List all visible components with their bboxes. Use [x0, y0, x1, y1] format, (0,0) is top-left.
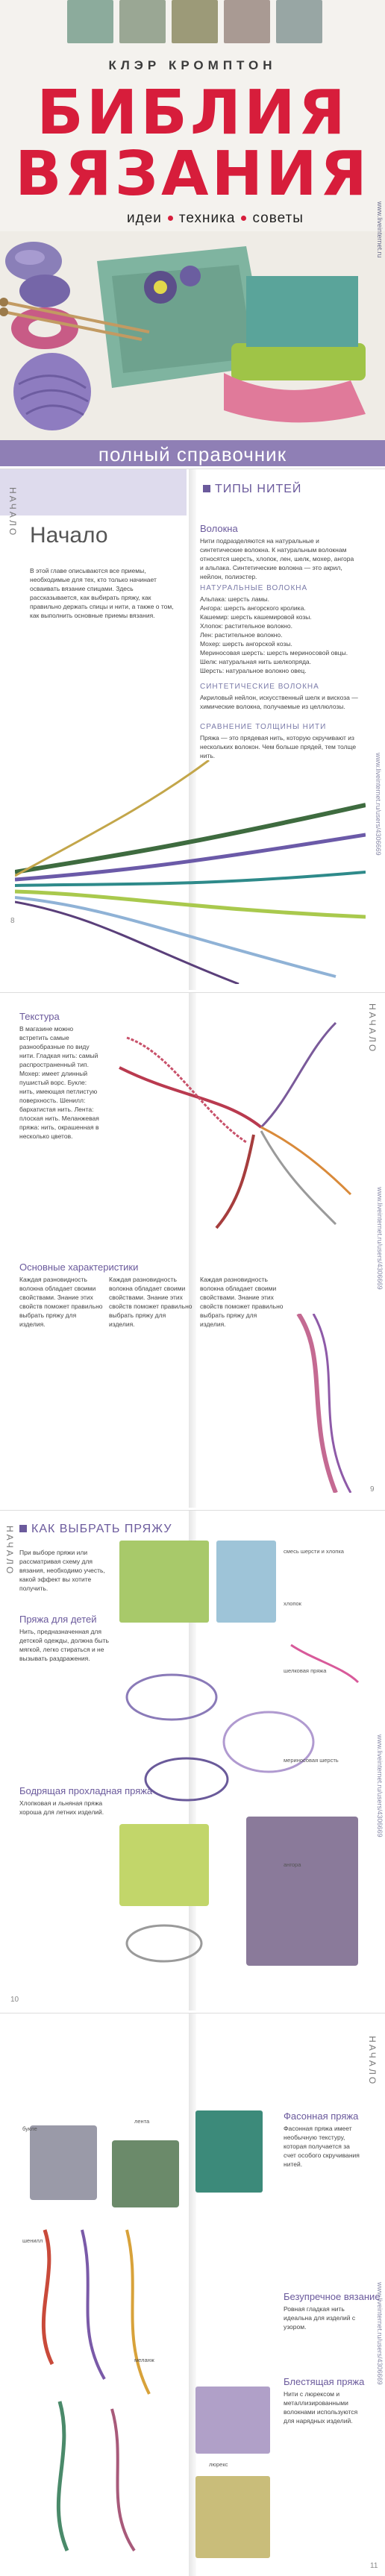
side-tab: НАЧАЛО — [7, 487, 18, 538]
subheading-fibers: Волокна — [200, 523, 238, 534]
watermark-link: www.liveinternet.ru/users/4306669 — [375, 753, 382, 856]
page-number: 10 — [10, 1996, 19, 2004]
knit-swatch — [119, 0, 166, 43]
watermark-link: www.liveinternet.ru/users/4306669 — [376, 2282, 384, 2385]
author-name: КЛЭР КРОМПТОН — [108, 58, 277, 72]
heading-glitter: Блестящая пряжа — [284, 2376, 365, 2387]
caption: букле — [22, 2125, 37, 2132]
tagline-word: советы — [252, 210, 304, 226]
tagline-word: техника — [178, 210, 236, 226]
book-title-line1: БИБЛИЯ — [37, 78, 348, 148]
natural-fiber-item: Альпака: шерсть ламы. — [200, 595, 269, 603]
caption: меланж — [134, 2357, 154, 2363]
spread-fancy-yarn — [0, 2013, 385, 2576]
textured-yarns-illustration — [112, 1008, 358, 1232]
caption: мериносовая шерсть — [284, 1757, 339, 1764]
caption: ангора — [284, 1861, 301, 1868]
tagline — [127, 210, 304, 227]
fibers-text: Нити подразделяются на натуральные и синтетические волокна. К натуральным волокнам относятся шерсть, хлопок, лен, шелк, мохер, ангора и альпака. Синтетические волокна — это акрил, нейлон, полиэстер. — [200, 537, 354, 580]
knit-swatch — [216, 1541, 276, 1623]
heading-fancy: Фасонная пряжа — [284, 2110, 359, 2122]
heading-texture: Текстура — [19, 1011, 60, 1022]
knit-swatch — [276, 0, 322, 43]
thickness-text: Пряжа — это прядевая нить, которую скручивают из нескольких волокон. Чем больше прядей, тем толще нить. — [200, 734, 357, 759]
natural-fiber-item: Шелк: натуральная нить шелкопряда. — [200, 658, 312, 665]
heading-synthetic: СИНТЕТИЧЕСКИЕ ВОЛОКНА — [200, 683, 319, 691]
heading-wool: Безупречное вязание — [284, 2291, 381, 2302]
characteristics-text-cont: Каждая разновидность волокна обладает своими свойствами. Знание этих свойств поможет правильно выбрать пряжу для изделия. — [109, 1276, 192, 1328]
caption: смесь шерсти и хлопка — [284, 1548, 344, 1555]
natural-fiber-item: Лен: растительное волокно. — [200, 631, 283, 639]
knitwear-illustration — [0, 231, 385, 444]
heading-thickness: СРАВНЕНИЕ ТОЛЩИНЫ НИТИ — [200, 723, 327, 731]
knit-swatch — [195, 2387, 270, 2454]
watermark-link: www.liveinternet.ru/users/4306669 — [376, 1734, 384, 1837]
side-tab: НАЧАЛО — [367, 1003, 378, 1054]
header-box — [0, 469, 187, 515]
natural-fiber-item: Хлопок: растительное волокно. — [200, 622, 292, 630]
intro-text: В этой главе описываются все приемы, необходимые для тех, кто только начинает осваивать вязание спицами. Здесь рассказывается, как выбирать пряжу, как правильно держать спицы и нити, а также о том, как выполнить основные приемы вязания. — [30, 567, 174, 619]
knit-swatch — [67, 0, 113, 43]
characteristics-text-cont2: Каждая разновидность волокна обладает своими свойствами. Знание этих свойств поможет правильно выбрать пряжу для изделия. — [200, 1276, 284, 1328]
book-cover — [0, 0, 385, 466]
glitter-text: Нити с люрексом и металлизированными волокнами используются для нарядных изделий. — [284, 2390, 358, 2425]
texture-text: В магазине можно встретить самые разнообразные по виду нити. Гладкая нить: самый распространенный тип. Мохер: имеет длинный пушистый ворс. Букле: нить, имеющая петлистую поверхность. Шенилл: бархатистая нить. Лента: плоская нить. Меланжевая пряжа: нить, окрашенная в несколько цветов. — [19, 1025, 99, 1140]
caption: лента — [134, 2118, 150, 2125]
wool-text: Ровная гладкая нить идеальна для изделий с узором. — [284, 2305, 356, 2331]
yarn-loops-illustration — [119, 1638, 366, 1996]
knit-swatch — [195, 2476, 270, 2558]
spread-texture — [0, 992, 385, 1508]
section-title-text: ТИПЫ НИТЕЙ — [215, 483, 302, 495]
bold-text: Хлопковая и льняная пряжа хороша для летних изделий. — [19, 1799, 104, 1816]
heading-kids: Пряжа для детей — [19, 1614, 97, 1625]
fancy-text: Фасонная пряжа имеет необычную текстуру, которая получается за счет особого скручивания нитей. — [284, 2125, 360, 2168]
chapter-title: Начало — [30, 523, 108, 548]
watermark-link: www.liveinternet.ru/users/4306669 — [376, 1187, 384, 1290]
heading-natural: НАТУРАЛЬНЫЕ ВОЛОКНА — [200, 584, 308, 592]
section-title — [203, 483, 301, 496]
heading-characteristics: Основные характеристики — [19, 1262, 139, 1273]
side-tab: НАЧАЛО — [367, 2036, 378, 2087]
natural-fiber-item: Кашемир: шерсть кашемировой козы. — [200, 613, 312, 621]
natural-fiber-item: Мериносовая шерсть: шерсть мериносовой овцы. — [200, 649, 348, 656]
caption: шелковая пряжа — [284, 1667, 327, 1674]
skein-illustration — [284, 1314, 366, 1493]
heading-bold: Бодрящая прохладная пряжа — [19, 1785, 153, 1796]
spread-choose-yarn — [0, 1510, 385, 2011]
natural-fibers-list — [200, 595, 360, 675]
synthetic-text: Акриловый нейлон, искусственный шелк и вискоза — химические волокна, получаемые из целлюлозы. — [200, 694, 358, 710]
side-tab: НАЧАЛО — [4, 1526, 15, 1576]
knit-swatch — [172, 0, 218, 43]
watermark-link: www.liveinternet.ru — [376, 201, 384, 258]
natural-fiber-item: Шерсть: натуральное волокно овец. — [200, 667, 307, 674]
book-title-line2: ВЯЗАНИЯ — [15, 139, 370, 210]
natural-fiber-item: Мохер: шерсть ангорской козы. — [200, 640, 292, 648]
section-title — [19, 1523, 172, 1536]
spread-start — [0, 468, 385, 990]
tagline-word: идеи — [127, 210, 162, 226]
natural-fiber-item: Ангора: шерсть ангорского кролика. — [200, 604, 306, 612]
intro-text: При выборе пряжи или рассматривая схему для вязания, необходимо учесть, какой эффект вы хотите получить. — [19, 1549, 105, 1592]
page-number: 9 — [370, 1485, 375, 1494]
page-number: 11 — [370, 2562, 378, 2570]
section-title-text: КАК ВЫБРАТЬ ПРЯЖУ — [31, 1523, 172, 1535]
book-subtitle: полный справочник — [98, 443, 287, 466]
fancy-yarns-illustration — [15, 2081, 194, 2558]
knit-swatch — [119, 1541, 209, 1623]
knit-swatch — [224, 0, 270, 43]
kids-text: Нить, предназначенная для детской одежды, должна быть мягкой, легко стираться и не вызывать раздражения. — [19, 1628, 109, 1662]
caption: люрекс — [209, 2461, 228, 2468]
knit-swatch — [195, 2110, 263, 2193]
characteristics-text: Каждая разновидность волокна обладает своими свойствами. Знание этих свойств поможет правильно выбрать пряжу для изделия. — [19, 1276, 103, 1328]
yarn-strands-illustration — [15, 760, 366, 984]
caption: хлопок — [284, 1600, 301, 1607]
caption: шенилл — [22, 2237, 43, 2244]
page-number: 8 — [10, 917, 15, 925]
